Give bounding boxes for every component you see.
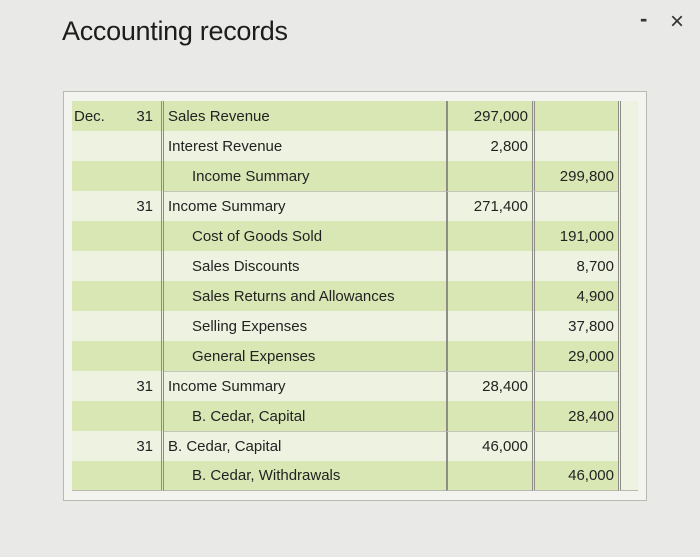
minimize-icon[interactable]: -: [640, 6, 648, 31]
credit-cell: [532, 401, 618, 431]
day-cell: [122, 401, 164, 431]
debit-cell: [446, 341, 532, 371]
table-row: [72, 101, 638, 131]
account-cell: [164, 221, 446, 251]
edge-cell: [618, 131, 638, 161]
account-cell: [164, 161, 446, 191]
day-cell: [122, 101, 164, 131]
debit-cell: [446, 161, 532, 191]
credit-cell: [532, 221, 618, 251]
day-cell: [122, 281, 164, 311]
month-cell: [72, 221, 122, 251]
account-cell: [164, 431, 446, 461]
month-cell: [72, 161, 122, 191]
credit-cell: [532, 371, 618, 401]
edge-cell: [618, 161, 638, 191]
credit-cell: [532, 281, 618, 311]
month-cell: [72, 281, 122, 311]
month-cell-text: Dec.: [74, 107, 105, 125]
day-cell-text: 31: [136, 107, 153, 125]
credit-cell-text: 299,800: [559, 167, 614, 185]
window-title: Accounting records: [62, 16, 288, 46]
table-row: [72, 191, 638, 221]
close-icon[interactable]: ×: [670, 8, 685, 35]
credit-cell: [532, 251, 618, 281]
debit-cell: [446, 101, 532, 131]
credit-cell: [532, 341, 618, 371]
day-cell: [122, 461, 164, 491]
table-row: [72, 401, 638, 431]
debit-cell-text: 28,400: [482, 378, 528, 395]
credit-cell: [532, 431, 618, 461]
day-cell-text: 31: [136, 377, 153, 395]
credit-cell: [532, 191, 618, 221]
account-cell: [164, 341, 446, 371]
day-cell: [122, 161, 164, 191]
credit-cell-text: 8,700: [576, 257, 614, 275]
account-cell-text: Income Summary: [192, 167, 310, 185]
month-cell: [72, 341, 122, 371]
month-cell: [72, 461, 122, 491]
month-cell: [72, 191, 122, 221]
table-row: [72, 161, 638, 191]
edge-cell: [618, 251, 638, 281]
edge-cell: [618, 221, 638, 251]
account-cell: [164, 371, 446, 401]
month-cell: [72, 251, 122, 281]
credit-cell: [532, 101, 618, 131]
credit-cell: [532, 161, 618, 191]
account-cell-text: B. Cedar, Capital: [168, 438, 282, 455]
credit-cell-text: 28,400: [568, 407, 614, 425]
table-row: [72, 131, 638, 161]
account-cell-text: B. Cedar, Capital: [192, 407, 306, 425]
account-cell-text: Income Summary: [168, 378, 286, 395]
month-cell: [72, 401, 122, 431]
credit-cell: [532, 131, 618, 161]
month-cell: [72, 131, 122, 161]
account-cell-text: Selling Expenses: [192, 317, 308, 335]
debit-cell-text: 46,000: [482, 438, 528, 455]
account-cell: [164, 311, 446, 341]
account-cell: [164, 461, 446, 491]
debit-cell-text: 271,400: [473, 198, 528, 215]
table-row: [72, 341, 638, 371]
edge-cell: [618, 461, 638, 491]
debit-cell: [446, 251, 532, 281]
credit-cell-text: 29,000: [568, 347, 614, 365]
day-cell: [122, 311, 164, 341]
account-cell-text: Sales Discounts: [192, 257, 300, 275]
edge-cell: [618, 311, 638, 341]
debit-cell: [446, 131, 532, 161]
account-cell-text: Sales Returns and Allowances: [192, 287, 395, 305]
debit-cell: [446, 221, 532, 251]
debit-cell: [446, 431, 532, 461]
table-row: [72, 311, 638, 341]
day-cell: [122, 131, 164, 161]
account-cell: [164, 281, 446, 311]
month-cell: [72, 371, 122, 401]
credit-cell: [532, 311, 618, 341]
table-row: [72, 371, 638, 401]
account-cell: [164, 131, 446, 161]
day-cell: [122, 371, 164, 401]
account-cell: [164, 401, 446, 431]
day-cell-text: 31: [136, 197, 153, 215]
debit-cell: [446, 401, 532, 431]
edge-cell: [618, 371, 638, 401]
debit-cell: [446, 191, 532, 221]
table-row: [72, 281, 638, 311]
account-cell-text: General Expenses: [192, 347, 316, 365]
account-cell: [164, 251, 446, 281]
day-cell: [122, 221, 164, 251]
edge-cell: [618, 431, 638, 461]
debit-cell: [446, 461, 532, 491]
account-cell-text: Sales Revenue: [168, 107, 270, 125]
edge-cell: [618, 191, 638, 221]
debit-cell-text: 297,000: [473, 107, 528, 125]
edge-cell: [618, 101, 638, 131]
edge-cell: [618, 401, 638, 431]
account-cell-text: Income Summary: [168, 198, 286, 215]
credit-cell-text: 4,900: [576, 287, 614, 305]
journal-ledger: [63, 91, 647, 501]
credit-cell-text: 191,000: [559, 227, 614, 245]
edge-cell: [618, 281, 638, 311]
table-row: [72, 221, 638, 251]
day-cell-text: 31: [136, 437, 153, 455]
debit-cell: [446, 281, 532, 311]
account-cell-text: B. Cedar, Withdrawals: [192, 467, 341, 484]
account-cell: [164, 191, 446, 221]
credit-cell-text: 37,800: [568, 317, 614, 335]
debit-cell: [446, 311, 532, 341]
journal-table: [72, 101, 638, 491]
debit-cell-text: 2,800: [490, 137, 528, 155]
account-cell-text: Cost of Goods Sold: [192, 227, 323, 245]
month-cell: [72, 431, 122, 461]
table-row: [72, 431, 638, 461]
table-row: [72, 251, 638, 281]
account-cell: [164, 101, 446, 131]
day-cell: [122, 191, 164, 221]
day-cell: [122, 431, 164, 461]
month-cell: [72, 101, 122, 131]
credit-cell: [532, 461, 618, 491]
day-cell: [122, 341, 164, 371]
table-row: [72, 461, 638, 491]
debit-cell: [446, 371, 532, 401]
edge-cell: [618, 341, 638, 371]
month-cell: [72, 311, 122, 341]
day-cell: [122, 251, 164, 281]
credit-cell-text: 46,000: [568, 467, 614, 484]
account-cell-text: Interest Revenue: [168, 137, 283, 155]
